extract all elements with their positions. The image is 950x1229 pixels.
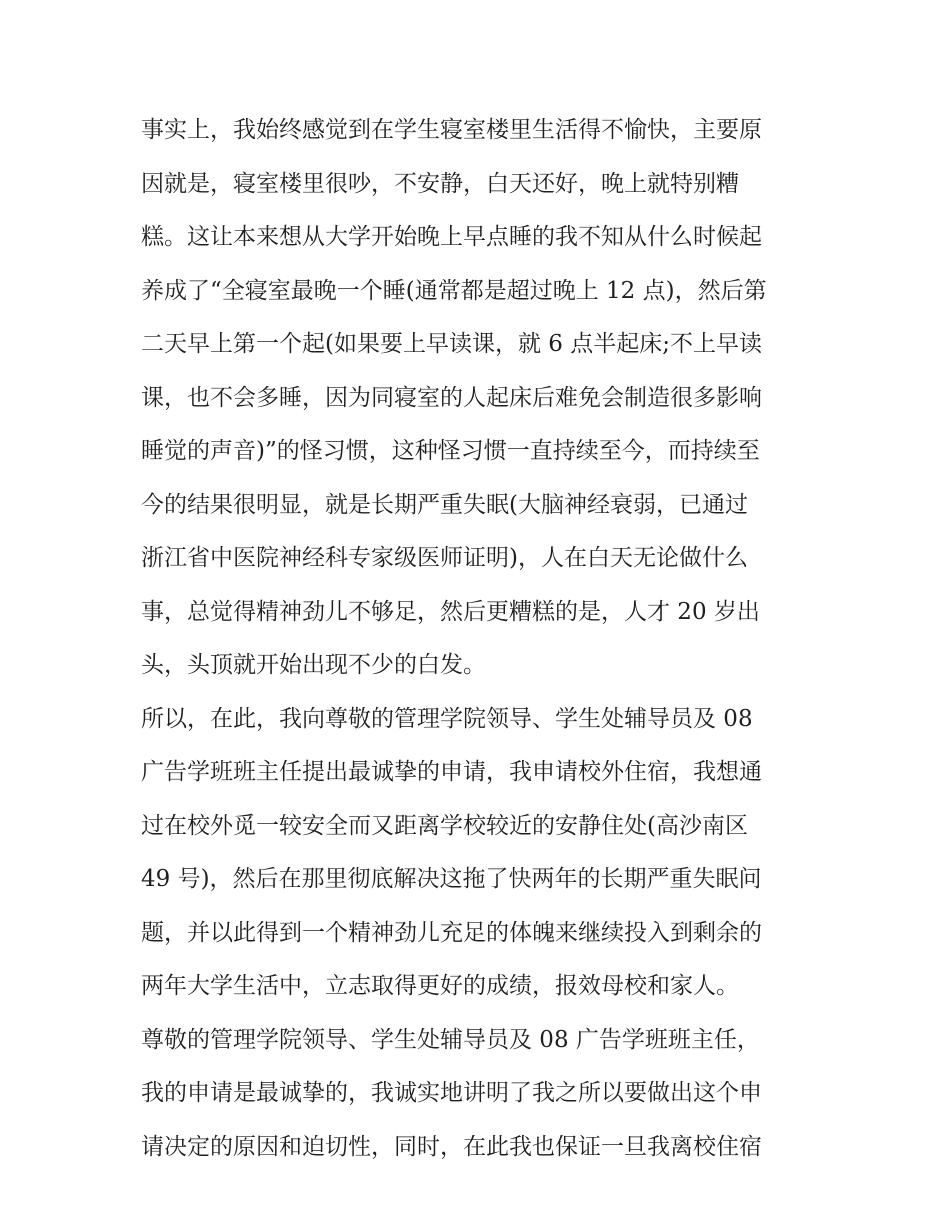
text-line: 广告学班班主任提出最诚挚的申请，我申请校外住宿，我想通 xyxy=(141,759,762,785)
text-line: 课，也不会多睡，因为同寝室的人起床后难免会制造很多影响 xyxy=(141,384,762,411)
text-line: 糕。这让本来想从大学开始晚上早点睡的我不知从什么时候起 xyxy=(141,224,762,250)
text-line: 请决定的原因和迫切性，同时，在此我也保证一旦我离校住宿 xyxy=(141,1133,762,1160)
text-line: 二天早上第一个起(如果要上早读课，就 6 点半起床;不上早读 xyxy=(141,331,762,357)
text-line: 题，并以此得到一个精神劲儿充足的体魄来继续投入到剩余的 xyxy=(141,919,762,946)
text-line: 事，总觉得精神劲儿不够足，然后更糟糕的是，人才 20 岁出 xyxy=(141,598,760,625)
text-line: 尊敬的管理学院领导、学生处辅导员及 08 广告学班班主任， xyxy=(141,1026,760,1053)
text-line: 两年大学生活中，立志取得更好的成绩，报效母校和家人。 xyxy=(141,973,739,999)
text-line: 事实上，我始终感觉到在学生寝室楼里生活得不愉快，主要原 xyxy=(141,117,762,143)
text-line: 过在校外觅一较安全而又距离学校较近的安静住处(高沙南区 xyxy=(141,812,748,839)
text-line: 49 号)，然后在那里彻底解决这拖了快两年的长期严重失眠问 xyxy=(141,866,762,892)
text-line: 今的结果很明显，就是长期严重失眠(大脑神经衰弱，已通过 xyxy=(141,491,748,518)
text-line: 我的申请是最诚挚的，我诚实地讲明了我之所以要做出这个申 xyxy=(141,1080,762,1106)
text-line: 浙江省中医院神经科专家级医师证明)，人在白天无论做什么 xyxy=(141,545,748,571)
text-line: 所以，在此，我向尊敬的管理学院领导、学生处辅导员及 08 xyxy=(141,705,753,732)
document-body xyxy=(141,104,813,1174)
text-line: 因就是，寝室楼里很吵，不安静，白天还好，晚上就特别糟 xyxy=(141,170,739,197)
text-line: 头，头顶就开始出现不少的白发。 xyxy=(141,652,486,678)
text-line: 养成了“全寝室最晚一个睡(通常都是超过晚上 12 点)，然后第 xyxy=(141,277,767,304)
text-line: 睡觉的声音)”的怪习惯，这种怪习惯一直持续至今，而持续至 xyxy=(141,438,760,464)
